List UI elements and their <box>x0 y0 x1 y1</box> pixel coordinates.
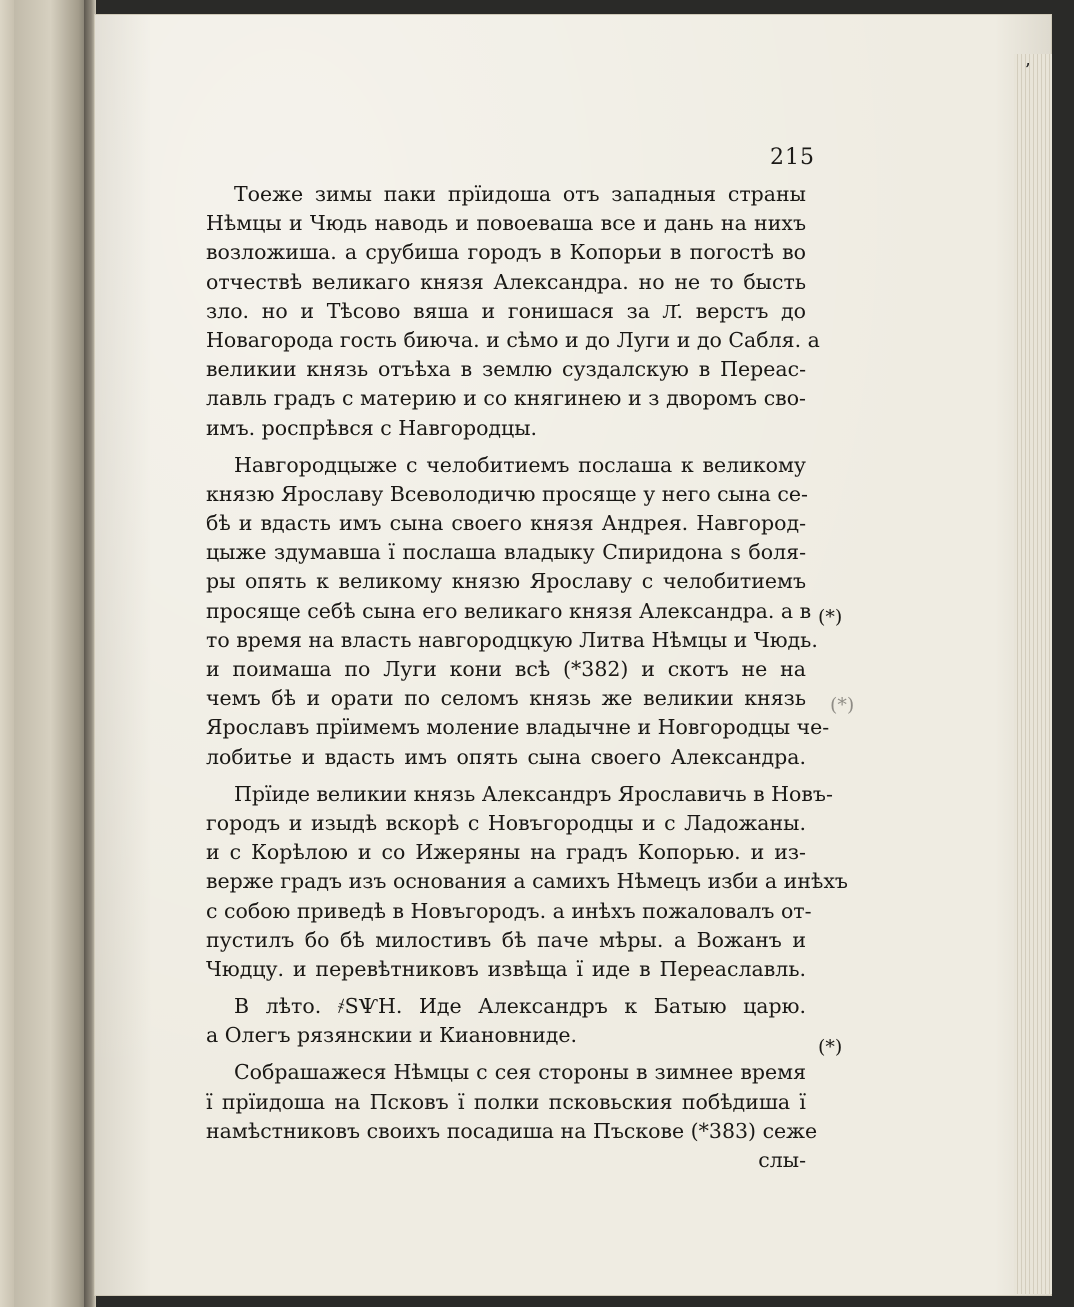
page-number: 215 <box>770 145 815 170</box>
paragraph <box>206 451 830 772</box>
paragraph <box>206 1058 818 1175</box>
text-line: отчествѣ великаго князя Александра. но не то бысть <box>206 269 806 294</box>
margin-note: (*) <box>830 694 855 716</box>
text-line: возложиша. а срубиша городъ в Копорьи в погостѣ во <box>206 240 806 265</box>
text-line: цыже здумавша ї послаша владыку Спиридона ѕ боля- <box>206 540 806 565</box>
text-line: бѣ и вдасть имъ сына своего князя Андрея. Навгород- <box>206 511 806 536</box>
text-line: Навгородцыже с челобитиемъ послаша к великому <box>234 452 806 477</box>
margin-note: (*) <box>818 1036 843 1058</box>
text-line: с собою приведѣ в Новъгородъ. а инѣхъ пожаловалъ от- <box>206 898 812 923</box>
paragraph <box>206 992 806 1050</box>
text-line: намѣстниковъ своихъ посадиша на Пъскове (*383) сеже <box>206 1118 818 1143</box>
text-line: Нѣмцы и Чюдь наводь и повоеваша все и дань на нихъ <box>206 211 806 236</box>
text-line: Тоеже зимы паки прїидоша отъ западныя страны <box>234 182 806 206</box>
text-line: чемъ бѣ и орати по селомъ князь же великии князь <box>206 686 806 711</box>
text-line: В лѣто. ҂ЅѰН. Иде Александръ к Батыю царю. <box>234 994 806 1019</box>
corner-mark: ʼ <box>1024 60 1030 81</box>
text-line: и поимаша по Луги кони всѣ (*382) и скотъ не на <box>206 657 806 681</box>
text-line: а Олегъ рязянскии и Киановниде. <box>206 1023 578 1048</box>
left-page-edge <box>0 0 14 1307</box>
text-line: городъ и изыдѣ вскорѣ с Новъгородцы и с Ладожаны. <box>206 810 806 835</box>
text-line: имъ. роспрѣвся с Навгородцы. <box>206 415 538 440</box>
catchword: слы- <box>758 1148 806 1172</box>
text-line: просяще себѣ сына его великаго князя Александра. а в <box>206 598 812 623</box>
paragraph <box>206 780 848 984</box>
book-page <box>94 14 1052 1296</box>
text-line: Чюдцу. и перевѣтниковъ извѣща ї иде в Переаславль. <box>206 956 806 981</box>
text-line: то время на власть навгородцкую Литва Нѣмцы и Чюдь. <box>206 627 818 652</box>
text-line: Собрашажеся Нѣмцы с сея стороны в зимнее время <box>234 1060 806 1085</box>
text-line: лавль градъ с материю и со княгинею и з дворомъ сво- <box>206 386 806 411</box>
text-line: и с Корѣлою и со Ижеряны на градъ Копорью. и из- <box>206 840 806 865</box>
text-line: князю Ярославу Всеволодичю просяще у него сына се- <box>206 481 808 506</box>
text-line: ї прїидоша на Псковъ ї полки псковьския побѣдиша ї <box>206 1089 806 1114</box>
text-line: Новагорода гость биюча. и сѣмо и до Луги и до Сабля. а <box>206 327 820 352</box>
text-line: верже градъ изъ основания а самихъ Нѣмецъ изби а инѣхъ <box>206 869 848 894</box>
paragraph <box>206 180 820 443</box>
page-stack-edges <box>1014 54 1052 1294</box>
margin-note: (*) <box>818 606 843 628</box>
text-block <box>206 180 848 1175</box>
text-line: великии князь отъѣха в землю суздалскую в Переас- <box>206 357 806 382</box>
text-line: зло. но и Тѣсово вяша и гонишася за Л҃. верстъ до <box>206 298 806 323</box>
left-page <box>0 0 92 1307</box>
text-line: Ярославъ прїимемъ моление владычне и Новгородцы че- <box>206 715 830 740</box>
text-line: пустилъ бо бѣ милостивъ бѣ паче мѣры. а Вожанъ и <box>206 927 806 952</box>
text-line: ры опять к великому князю Ярославу с челобитиемъ <box>206 569 806 594</box>
text-line: Прїиде великии князь Александръ Ярославичь в Новъ- <box>234 781 833 806</box>
text-line: лобитье и вдасть имъ опять сына своего Александра. <box>206 744 806 769</box>
